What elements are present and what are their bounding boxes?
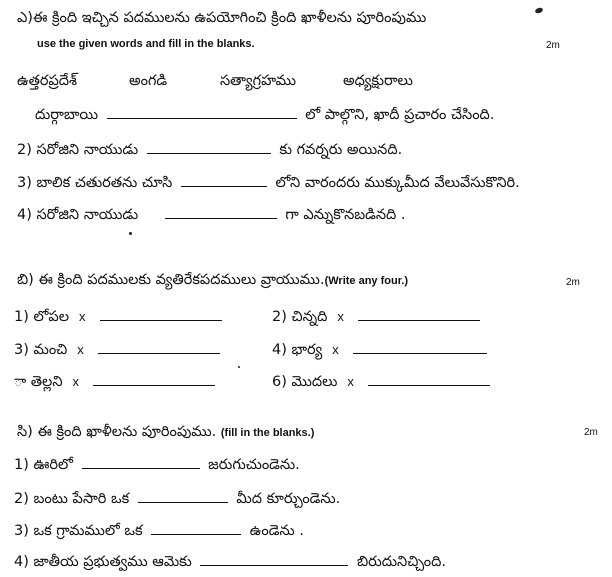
fill-blank-question <box>17 141 402 162</box>
question-text: 4) సరోజిని నాయుడు <box>17 207 139 223</box>
section-c-marks: 2m <box>584 427 598 438</box>
word-bank-item: సత్యాగ్రహము <box>220 73 297 89</box>
question-text: జరుగుచుండెను. <box>208 457 300 473</box>
word-bank-item: ఉత్తరప్రదేశ్ <box>17 73 77 89</box>
question-text: 3) బాలిక చతురతను చూసి <box>17 175 173 191</box>
answer-blank[interactable] <box>165 206 277 219</box>
question-text: గా ఎన్నుకొనబడినది . <box>285 207 406 223</box>
word-bank-item: అంగడి <box>129 73 168 89</box>
fill-blank-question <box>17 174 520 195</box>
section-a-instruction: use the given words and fill in the blanks. <box>37 38 255 50</box>
antonym-item <box>272 341 487 362</box>
section-b-heading <box>17 272 408 292</box>
answer-blank[interactable] <box>98 341 220 354</box>
antonym-word: 6) మొదలు <box>272 374 338 390</box>
answer-blank[interactable] <box>138 490 228 503</box>
question-text: మీద కూర్చుండెను. <box>236 491 341 507</box>
antonym-item <box>14 341 220 362</box>
question-text: 3) ఒక గ్రామములో ఒక <box>14 523 143 539</box>
section-a-heading: ఎ)ఈ క్రింది ఇచ్చిన పదములను ఉపయోగించి క్రింది ఖాళీలను పూరింపుము <box>17 10 427 26</box>
question-text: 2) బంటు పేసారి ఒక <box>14 491 130 507</box>
fill-blank-question <box>14 553 446 574</box>
scan-mark <box>129 232 132 235</box>
question-text: లోని వారందరు ముక్కుమీద వేలువేసుకొనిరి. <box>275 175 520 191</box>
answer-blank[interactable] <box>93 373 215 386</box>
answer-blank[interactable] <box>147 141 271 154</box>
question-text: 4) జాతీయ ప్రభుత్వము ఆమెకు <box>14 554 192 570</box>
fill-blank-question <box>14 522 304 543</box>
answer-blank[interactable] <box>151 522 241 535</box>
question-text: 2) సరోజిని నాయుడు <box>17 142 139 158</box>
answer-blank[interactable] <box>100 308 222 321</box>
question-text: ఉండెను . <box>249 523 304 539</box>
antonym-item <box>272 373 490 394</box>
antonym-item <box>272 308 480 329</box>
cross-symbol: x <box>72 374 80 389</box>
antonym-word: ా తెల్లని <box>14 374 63 390</box>
section-b-heading-en: (Write any four.) <box>324 275 409 287</box>
question-text: దుర్గాబాయి <box>35 107 99 123</box>
answer-blank[interactable] <box>358 308 480 321</box>
answer-blank[interactable] <box>353 341 487 354</box>
antonym-item <box>14 373 215 394</box>
cross-symbol: x <box>79 309 86 324</box>
section-b-heading-text: బి) ఈ క్రింది పదములకు వ్యతిరేకపదములు వ్రాయుము. <box>17 272 325 288</box>
section-c-heading-text: సి) ఈ క్రింది ఖాళీలను పూరింపుము. <box>17 424 217 440</box>
fill-blank-question <box>17 206 406 227</box>
scan-mark <box>238 366 240 368</box>
cross-symbol: x <box>337 309 344 324</box>
answer-blank[interactable] <box>107 106 297 119</box>
fill-blank-question <box>14 456 300 477</box>
question-text: కు గవర్నరు అయినది. <box>279 142 403 158</box>
section-b-marks: 2m <box>566 277 580 288</box>
section-a-marks: 2m <box>546 40 560 51</box>
cross-symbol: x <box>77 342 84 357</box>
answer-blank[interactable] <box>82 456 200 469</box>
word-bank-item: అధ్యక్షురాలు <box>343 73 413 89</box>
question-text: 1) ఊరిలో <box>14 457 73 473</box>
section-c-heading-en: (fill in the blanks.) <box>220 427 315 439</box>
answer-blank[interactable] <box>200 553 348 566</box>
answer-blank[interactable] <box>181 174 267 187</box>
scan-mark <box>534 7 543 14</box>
fill-blank-question <box>35 106 494 127</box>
question-text: బిరుదునిచ్చింది. <box>357 554 446 570</box>
answer-blank[interactable] <box>368 373 490 386</box>
fill-blank-question <box>14 490 340 511</box>
section-c-heading <box>17 424 314 444</box>
antonym-word: 4) భార్య <box>272 342 323 358</box>
antonym-word: 1) లోపల <box>14 309 70 325</box>
antonym-item <box>14 308 222 329</box>
cross-symbol: x <box>347 374 354 389</box>
cross-symbol: x <box>332 342 339 357</box>
antonym-word: 2) చిన్నది <box>272 309 328 325</box>
antonym-word: 3) మంచి <box>14 342 68 358</box>
question-text: లో పాల్గొని, ఖాదీ ప్రచారం చేసింది. <box>305 107 495 123</box>
